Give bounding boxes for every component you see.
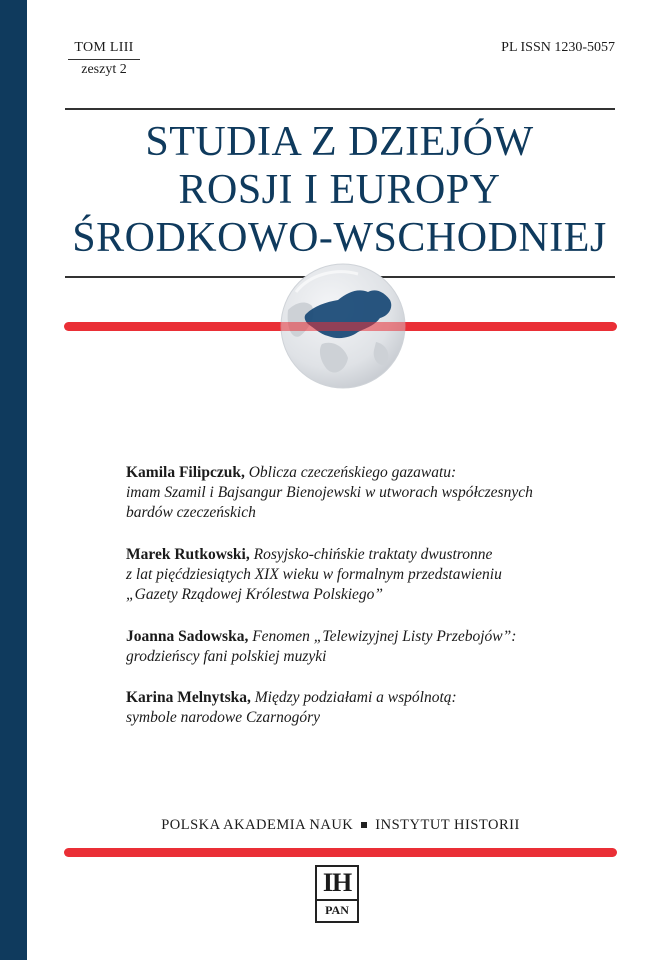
article-1: [126, 463, 606, 523]
article-title: imam Szamil i Bajsangur Bienojewski w utworach współczesnych: [126, 484, 533, 501]
globe-red-band: [276, 322, 410, 331]
title-line-3: ŚRODKOWO-WSCHODNIEJ: [72, 215, 607, 261]
journal-title: [60, 118, 619, 262]
article-title: z lat pięćdziesiątych XIX wieku w formalnym przedstawieniu: [126, 566, 502, 583]
lower-red-bar: [64, 848, 617, 857]
cover-spine: [0, 0, 27, 960]
article-author: Marek Rutkowski,: [126, 546, 250, 563]
article-author: Joanna Sadowska,: [126, 628, 249, 645]
article-3: [126, 627, 606, 667]
title-top-rule: [65, 108, 615, 110]
article-title: Między podziałami a wspólnotą:: [254, 689, 457, 706]
article-title: grodzieńscy fani polskiej muzyki: [126, 648, 327, 665]
article-title: bardów czeczeńskich: [126, 504, 256, 521]
title-line-2: ROSJI I EUROPY: [178, 167, 501, 213]
article-title: „Gazety Rządowej Królestwa Polskiego”: [126, 586, 384, 603]
volume-number: TOM LIII: [74, 40, 134, 55]
ih-pan-logo: [315, 865, 359, 923]
title-line-1: STUDIA Z DZIEJÓW: [145, 119, 534, 165]
article-title: symbole narodowe Czarnogóry: [126, 709, 321, 726]
article-2: [126, 545, 606, 605]
article-4: [126, 688, 606, 728]
article-title: Rosyjsko-chińskie traktaty dwustronne: [253, 546, 493, 563]
logo-pan-text: PAN: [317, 899, 357, 919]
issn-number: PL ISSN 1230-5057: [501, 40, 615, 55]
globe-emblem: [276, 262, 410, 390]
article-title: Fenomen „Telewizyjnej Listy Przebojów”:: [252, 628, 517, 645]
logo-ih-text: IH: [322, 868, 352, 897]
article-title: Oblicza czeczeńskiego gazawatu:: [248, 464, 457, 481]
article-author: Kamila Filipczuk,: [126, 464, 245, 481]
article-author: Karina Melnytska,: [126, 689, 251, 706]
publisher-institute: INSTYTUT HISTORII: [375, 817, 520, 833]
separator-square-icon: [361, 822, 367, 828]
publisher-academy: POLSKA AKADEMIA NAUK: [161, 817, 354, 833]
volume-info: [68, 40, 140, 78]
volume-divider: [68, 59, 140, 60]
issue-number: zeszyt 2: [81, 62, 127, 77]
publisher-line: [64, 817, 617, 834]
